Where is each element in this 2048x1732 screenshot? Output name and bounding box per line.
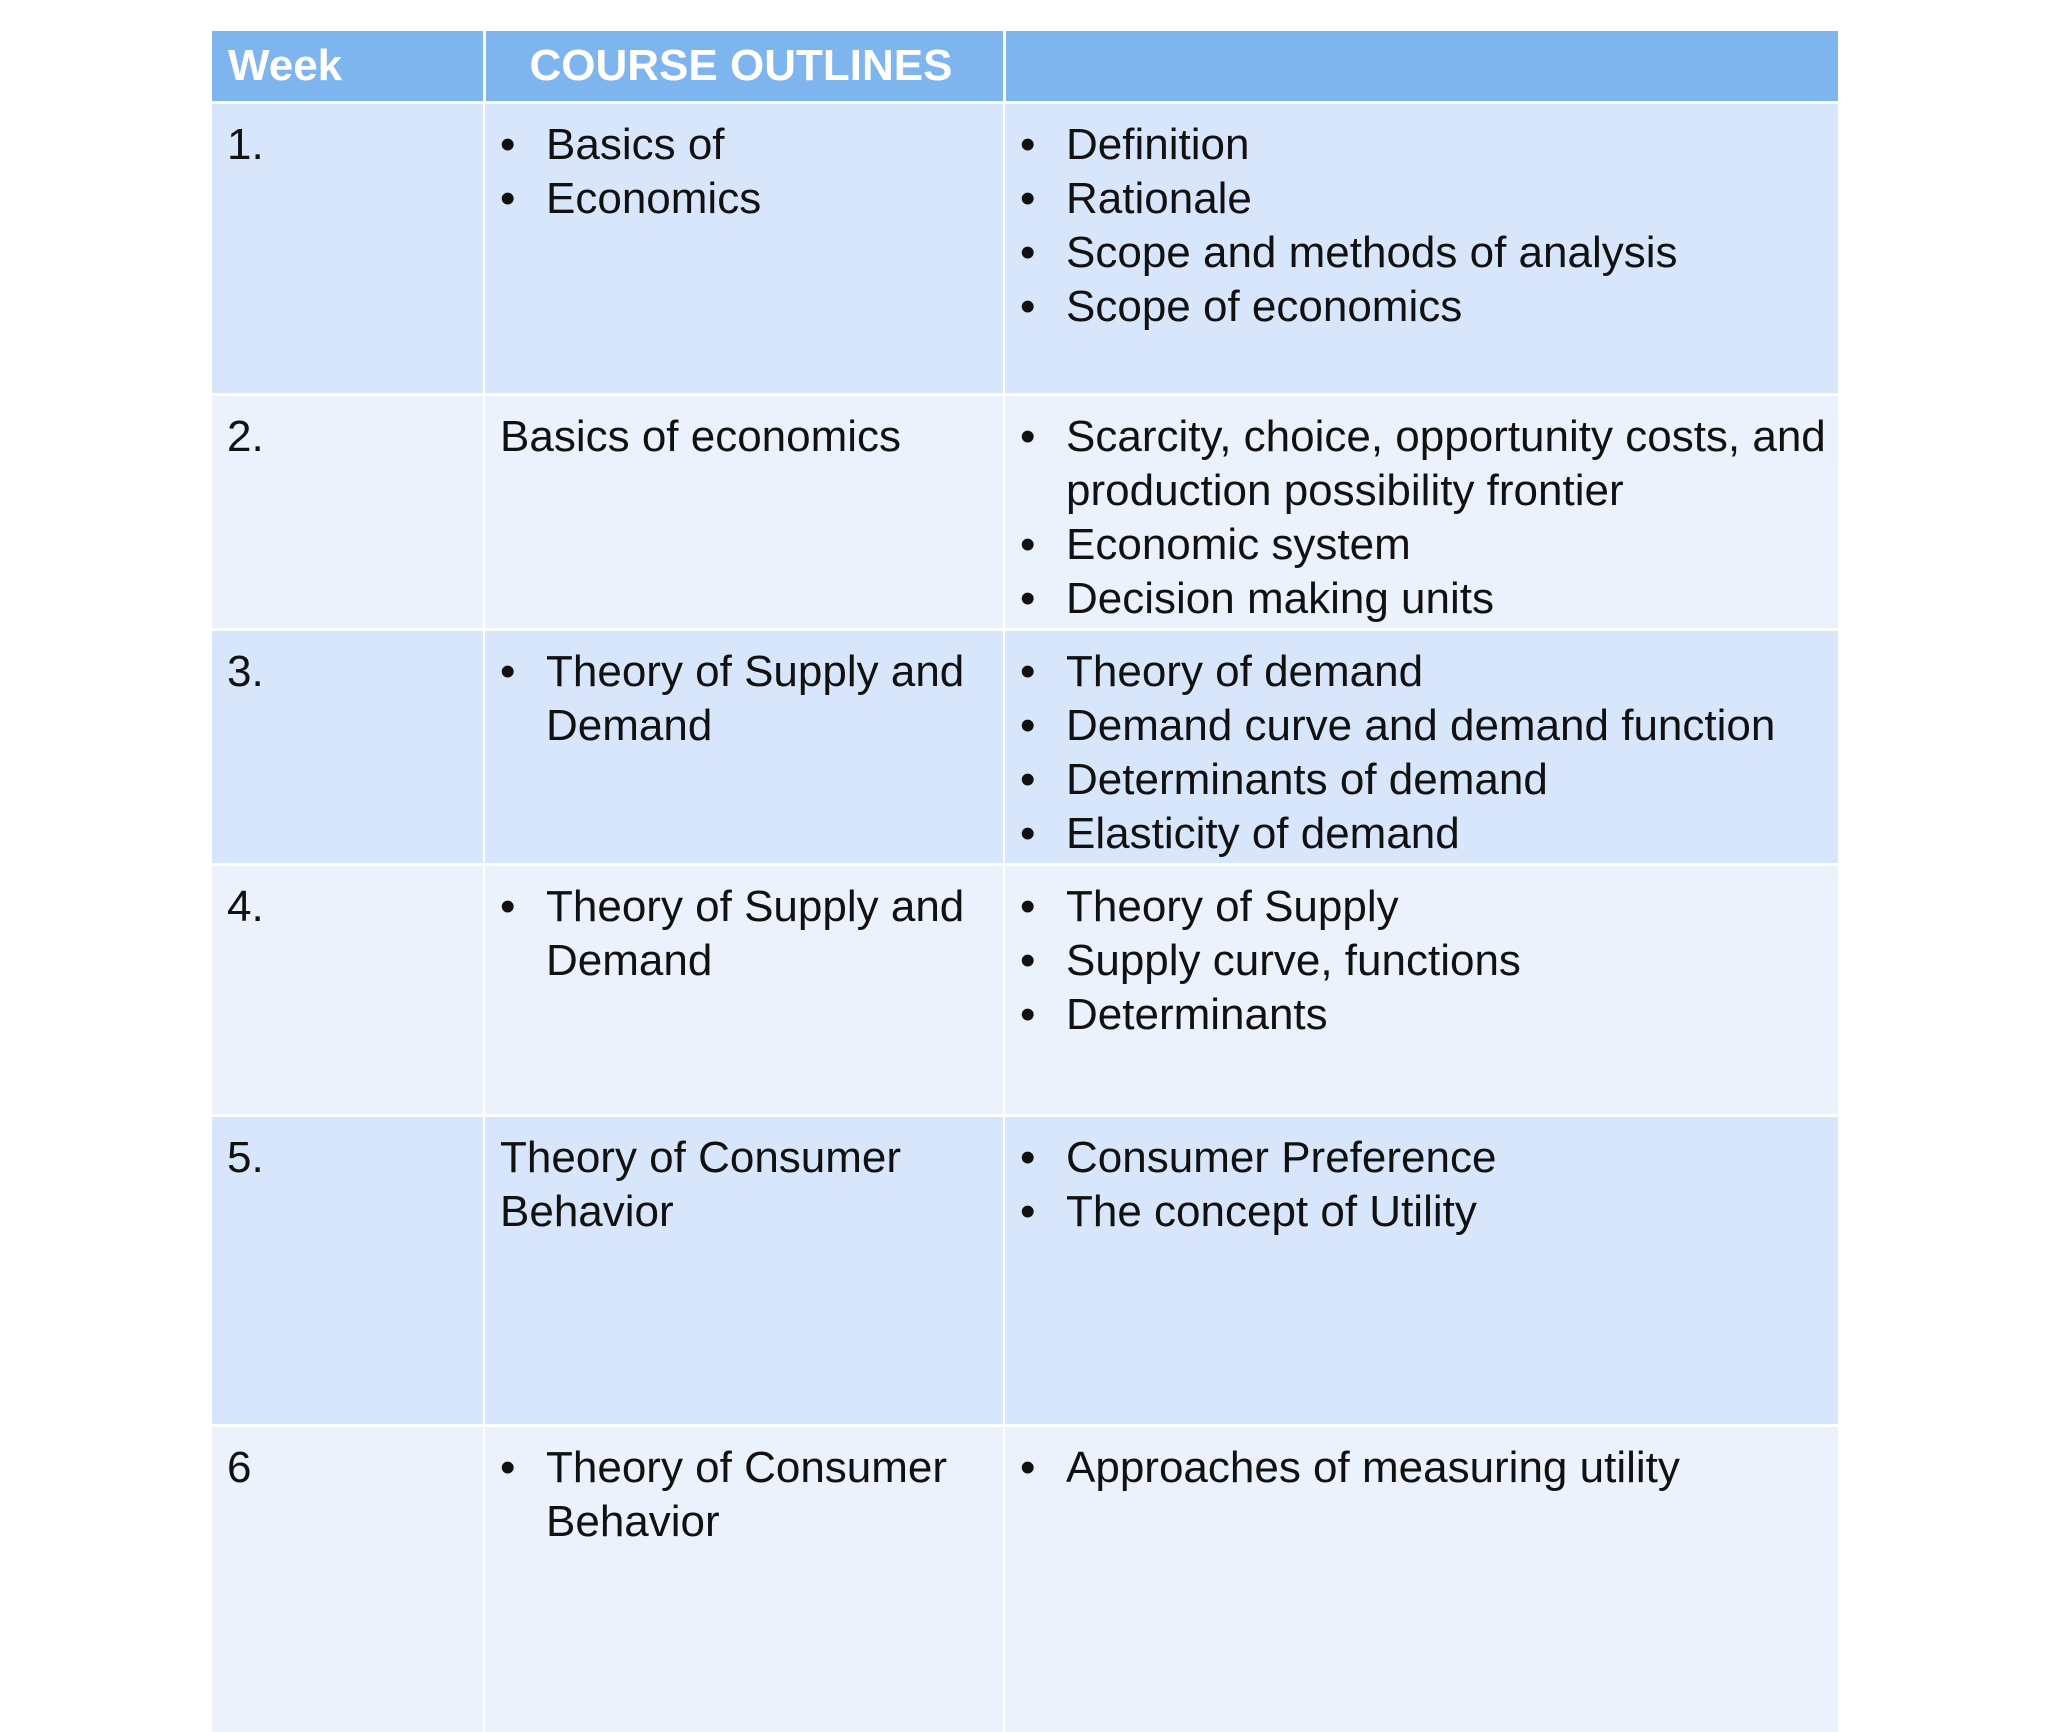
topic-list <box>500 118 993 226</box>
topic-cell: Theory of Consumer Behavior <box>484 1115 1004 1425</box>
header-course-outlines: COURSE OUTLINES <box>484 31 1004 102</box>
list-item: • Decision making units <box>1020 572 1828 626</box>
topic-cell: Basics of economics <box>484 394 1004 629</box>
detail-cell <box>1004 864 1838 1115</box>
detail-list <box>1020 118 1828 334</box>
detail-list <box>1020 880 1828 1042</box>
detail-list <box>1020 410 1828 626</box>
detail-cell <box>1004 629 1838 864</box>
list-item: • Approaches of measuring utility <box>1020 1441 1828 1495</box>
list-item: • Rationale <box>1020 172 1828 226</box>
list-item: • Scope and methods of analysis <box>1020 226 1828 280</box>
list-item: • Theory of demand <box>1020 645 1828 699</box>
list-item: • Economic system <box>1020 518 1828 572</box>
week-cell: 5. <box>212 1115 484 1425</box>
table-row-week-5 <box>212 1115 1838 1425</box>
week-cell: 3. <box>212 629 484 864</box>
list-item: • Definition <box>1020 118 1828 172</box>
header-details <box>1004 31 1838 102</box>
list-item: • Scope of economics <box>1020 280 1828 334</box>
list-item: • Supply curve, functions <box>1020 934 1828 988</box>
week-cell: 2. <box>212 394 484 629</box>
list-item: • Elasticity of demand <box>1020 807 1828 861</box>
topic-cell <box>484 864 1004 1115</box>
list-item: • Scarcity, choice, opportunity costs, and production possibility frontier <box>1020 410 1828 518</box>
topic-cell <box>484 1425 1004 1732</box>
list-item: • Consumer Preference <box>1020 1131 1828 1185</box>
detail-list <box>1020 645 1828 861</box>
table-row-week-4 <box>212 864 1838 1115</box>
detail-cell <box>1004 394 1838 629</box>
list-item: • Basics of <box>500 118 993 172</box>
topic-list <box>500 1441 993 1549</box>
week-cell: 6 <box>212 1425 484 1732</box>
list-item: • The concept of Utility <box>1020 1185 1828 1239</box>
list-item: • Demand curve and demand function <box>1020 699 1828 753</box>
header-week: Week <box>212 31 484 102</box>
detail-list <box>1020 1441 1828 1495</box>
table-row-week-1 <box>212 102 1838 394</box>
topic-cell <box>484 629 1004 864</box>
list-item: • Theory of Supply <box>1020 880 1828 934</box>
list-item: • Economics <box>500 172 993 226</box>
list-item: • Theory of Supply and Demand <box>500 645 993 753</box>
table-row-week-2 <box>212 394 1838 629</box>
list-item: • Determinants <box>1020 988 1828 1042</box>
list-item: • Theory of Consumer Behavior <box>500 1441 993 1549</box>
topic-cell <box>484 102 1004 394</box>
list-item: • Theory of Supply and Demand <box>500 880 993 988</box>
topic-list <box>500 880 993 988</box>
detail-cell <box>1004 102 1838 394</box>
detail-cell <box>1004 1425 1838 1732</box>
course-outline-table <box>212 31 1838 1732</box>
detail-cell <box>1004 1115 1838 1425</box>
week-cell: 1. <box>212 102 484 394</box>
week-cell: 4. <box>212 864 484 1115</box>
header-row <box>212 31 1838 102</box>
topic-list <box>500 645 993 753</box>
detail-list <box>1020 1131 1828 1239</box>
table-row-week-6 <box>212 1425 1838 1732</box>
table-row-week-3 <box>212 629 1838 864</box>
list-item: • Determinants of demand <box>1020 753 1828 807</box>
